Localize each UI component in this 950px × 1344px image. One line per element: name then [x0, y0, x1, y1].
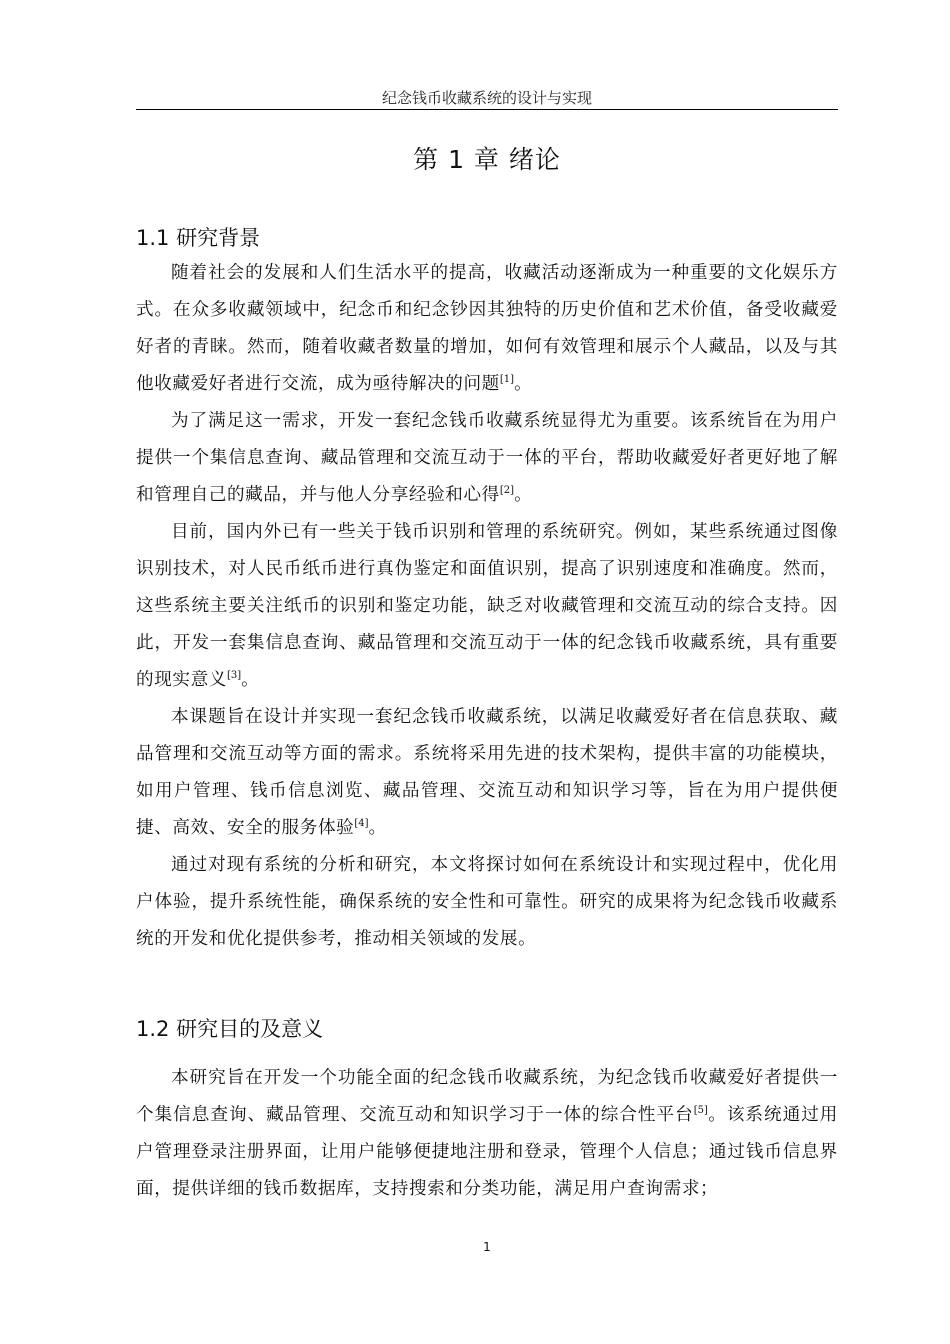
citation[interactable]: [2] — [499, 485, 515, 496]
paragraph — [136, 403, 838, 514]
section-1-1-body — [136, 255, 838, 958]
paragraph — [136, 1060, 838, 1208]
chapter-title: 第 1 章 绪论 — [413, 145, 561, 174]
paragraph — [136, 847, 838, 958]
paragraph — [136, 255, 838, 403]
paragraph-tail: 。该系统通过用户管理登录注册界面，让用户能够便捷地注册和登录，管理个人信息；通过钱币信息界面，提供详细的钱币数据库，支持搜索和分类功能，满足用户查询需求； — [136, 1105, 838, 1199]
paragraph-text: 目前，国内外已有一些关于钱币识别和管理的系统研究。例如，某些系统通过图像识别技术，对人民币纸币进行真伪鉴定和面值识别，提高了识别速度和准确度。然而，这些系统主要关注纸币的识别和鉴定功能，缺乏对收藏管理和交流互动的综合支持。因此，开发一套集信息查询、藏品管理和交流互动于一体的纪念钱币收藏系统，具有重要的现实意义 — [136, 522, 838, 690]
paragraph-tail: 。 — [241, 670, 260, 690]
citation[interactable]: [5] — [693, 1105, 708, 1116]
citation[interactable]: [4] — [354, 818, 369, 829]
paragraph — [136, 514, 838, 699]
section-1-2-body — [136, 1060, 838, 1208]
section-heading-1-2: 1.2 研究目的及意义 — [136, 1017, 324, 1041]
paragraph-tail: 。 — [368, 818, 387, 838]
citation[interactable]: [3] — [226, 670, 242, 681]
paragraph-text: 本课题旨在设计并实现一套纪念钱币收藏系统，以满足收藏爱好者在信息获取、藏品管理和交流互动等方面的需求。系统将采用先进的技术架构，提供丰富的功能模块，如用户管理、钱币信息浏览、藏品管理、交流互动和知识学习等，旨在为用户提供便捷、高效、安全的服务体验 — [136, 707, 838, 838]
paragraph — [136, 699, 838, 847]
section-heading-1-1: 1.1 研究背景 — [136, 226, 261, 250]
citation[interactable]: [1] — [499, 374, 515, 385]
paragraph-text: 为了满足这一需求，开发一套纪念钱币收藏系统显得尤为重要。该系统旨在为用户提供一个集信息查询、藏品管理和交流互动于一体的平台，帮助收藏爱好者更好地了解和管理自己的藏品，并与他人分享经验和心得 — [136, 411, 838, 505]
paragraph-tail: 。 — [514, 485, 533, 505]
paragraph-text: 通过对现有系统的分析和研究，本文将探讨如何在系统设计和实现过程中，优化用户体验，提升系统性能，确保系统的安全性和可靠性。研究的成果将为纪念钱币收藏系统的开发和优化提供参考，推动相关领域的发展。 — [136, 855, 838, 949]
running-header: 纪念钱币收藏系统的设计与实现 — [381, 89, 592, 107]
paragraph-text: 随着社会的发展和人们生活水平的提高，收藏活动逐渐成为一种重要的文化娱乐方式。在众多收藏领域中，纪念币和纪念钞因其独特的历史价值和艺术价值，备受收藏爱好者的青睐。然而，随着收藏者数量的增加，如何有效管理和展示个人藏品，以及与其他收藏爱好者进行交流，成为亟待解决的问题 — [136, 263, 838, 394]
paragraph-text: 本研究旨在开发一个功能全面的纪念钱币收藏系统，为纪念钱币收藏爱好者提供一个集信息查询、藏品管理、交流互动和知识学习于一体的综合性平台 — [136, 1068, 838, 1125]
page-number: 1 — [483, 1240, 491, 1254]
header-rule — [136, 109, 838, 110]
paragraph-tail: 。 — [514, 374, 533, 394]
